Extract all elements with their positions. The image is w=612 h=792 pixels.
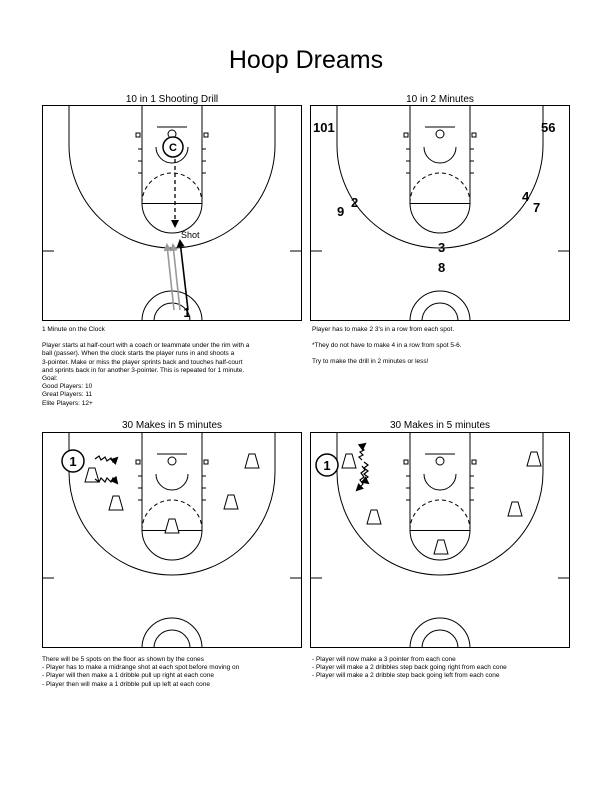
page-title: Hoop Dreams — [228, 46, 384, 74]
cone-icon — [224, 495, 238, 509]
note-line: *They do not have to make 4 in a row from spot 5-6. — [312, 342, 462, 350]
lane-hash — [404, 460, 408, 464]
spot-label: 101 — [313, 120, 335, 135]
note-line: Player has to make 2 3's in a row from each spot. — [312, 326, 455, 333]
three-point-arc — [69, 105, 275, 248]
cone-icon — [527, 452, 541, 466]
free-throw-circle-dashed — [142, 173, 202, 203]
free-throw-circle — [410, 203, 470, 233]
note-line: Good Players: 10 — [42, 383, 93, 391]
spot-label: 56 — [541, 120, 556, 135]
three-point-arc — [69, 432, 275, 575]
note-line: - Player will make a 2 dribble step back going left from each cone — [312, 672, 500, 680]
center-circle-inner — [422, 303, 458, 321]
paint-lane — [410, 433, 470, 531]
notes-shooting-drill — [42, 326, 312, 408]
dribble-arrow — [95, 456, 117, 462]
court-diagram-ten-in-two — [310, 105, 570, 321]
court-diagram-thirty-makes-b — [310, 432, 570, 648]
lane-hash — [204, 460, 208, 464]
panel-title-thirty-makes-b: 30 Makes in 5 minutes — [389, 420, 491, 431]
panel-title-ten-in-two: 10 in 2 Minutes — [406, 94, 474, 105]
note-line: - Player then will make a 1 dribble pull up left at each cone — [42, 680, 211, 688]
spot-label: 7 — [533, 200, 541, 215]
notes-thirty-makes-a — [42, 656, 312, 689]
rim — [168, 457, 176, 465]
spot-label: 4 — [522, 189, 530, 204]
shot-label: Shot — [181, 230, 200, 240]
paint-lane — [410, 106, 470, 204]
center-circle — [410, 291, 470, 321]
center-circle-inner — [422, 630, 458, 648]
lane-hash — [136, 133, 140, 137]
player-label: 1 — [183, 305, 191, 320]
note-line: ball (passer). When the clock starts the player runs in and shoots a — [42, 350, 235, 358]
court-diagram-shooting-drill — [42, 105, 302, 321]
cone-icon — [508, 502, 522, 516]
stepback-arrow-right — [359, 444, 365, 460]
panel-title-thirty-makes-a: 30 Makes in 5 minutes — [121, 420, 223, 431]
center-circle — [410, 618, 470, 648]
restricted-arc — [424, 147, 456, 163]
note-line: Elite Players: 12+ — [42, 399, 93, 407]
note-line: There will be 5 spots on the floor as shown by the cones — [42, 656, 204, 663]
stepback-arrow-down — [357, 466, 365, 490]
cone-icon — [342, 454, 356, 468]
center-circle-inner — [154, 630, 190, 648]
coach-label: C — [169, 142, 177, 154]
spot-label: 3 — [438, 240, 446, 255]
center-circle — [142, 618, 202, 648]
notes-ten-in-two — [312, 326, 582, 367]
note-line: - Player will then make a 1 dribble pull up right at each cone — [42, 672, 214, 680]
note-line: 1 Minute on the Clock — [42, 326, 105, 333]
cone-icon — [245, 454, 259, 468]
note-line: - Player will now make a 3 pointer from each cone — [312, 656, 456, 663]
lane-hash — [136, 460, 140, 464]
stepback-arrow-left — [364, 462, 368, 483]
free-throw-circle-dashed — [410, 173, 470, 203]
player-path — [180, 241, 188, 310]
run-in-path — [167, 245, 174, 310]
paint-lane — [142, 433, 202, 531]
rim — [436, 130, 444, 138]
player-label: 1 — [323, 458, 331, 473]
spot-label: 8 — [438, 260, 446, 275]
cone-icon — [367, 510, 381, 524]
notes-thirty-makes-b — [312, 656, 582, 681]
note-line: Try to make the drill in 2 minutes or less! — [312, 358, 429, 366]
spot-label: 2 — [351, 195, 359, 210]
note-line: - Player will make a 2 dribbles step back going right from each cone — [312, 664, 507, 672]
note-line: Player starts at half-court with a coach or teammate under the rim with a — [42, 342, 250, 350]
free-throw-circle — [142, 203, 202, 233]
three-point-arc — [337, 105, 543, 248]
lane-hash — [404, 133, 408, 137]
panel-title-shooting-drill: 10 in 1 Shooting Drill — [125, 94, 219, 105]
free-throw-circle-dashed — [410, 500, 470, 530]
note-line: - Player has to make a midrange shot at each spot before moving on — [42, 664, 240, 672]
restricted-arc — [156, 474, 188, 490]
note-line: and sprints back in for another 3-pointer. This is repeated for 1 minute. — [42, 366, 245, 374]
cone-icon — [165, 519, 179, 533]
court-diagram-thirty-makes-a — [42, 432, 302, 648]
spot-label: 9 — [337, 204, 345, 219]
sprint-back-path — [173, 245, 180, 310]
cone-icon — [109, 496, 123, 510]
restricted-arc — [424, 474, 456, 490]
player-label: 1 — [69, 454, 77, 469]
lane-hash — [472, 133, 476, 137]
free-throw-circle — [142, 530, 202, 560]
note-line: Great Players: 11 — [42, 391, 93, 399]
note-line: Goal: — [42, 375, 58, 383]
note-line: 3-pointer. Make or miss the player sprints back and touches half-court — [42, 358, 243, 366]
lane-hash — [204, 133, 208, 137]
lane-hash — [472, 460, 476, 464]
cone-icon — [434, 540, 448, 554]
rim — [436, 457, 444, 465]
